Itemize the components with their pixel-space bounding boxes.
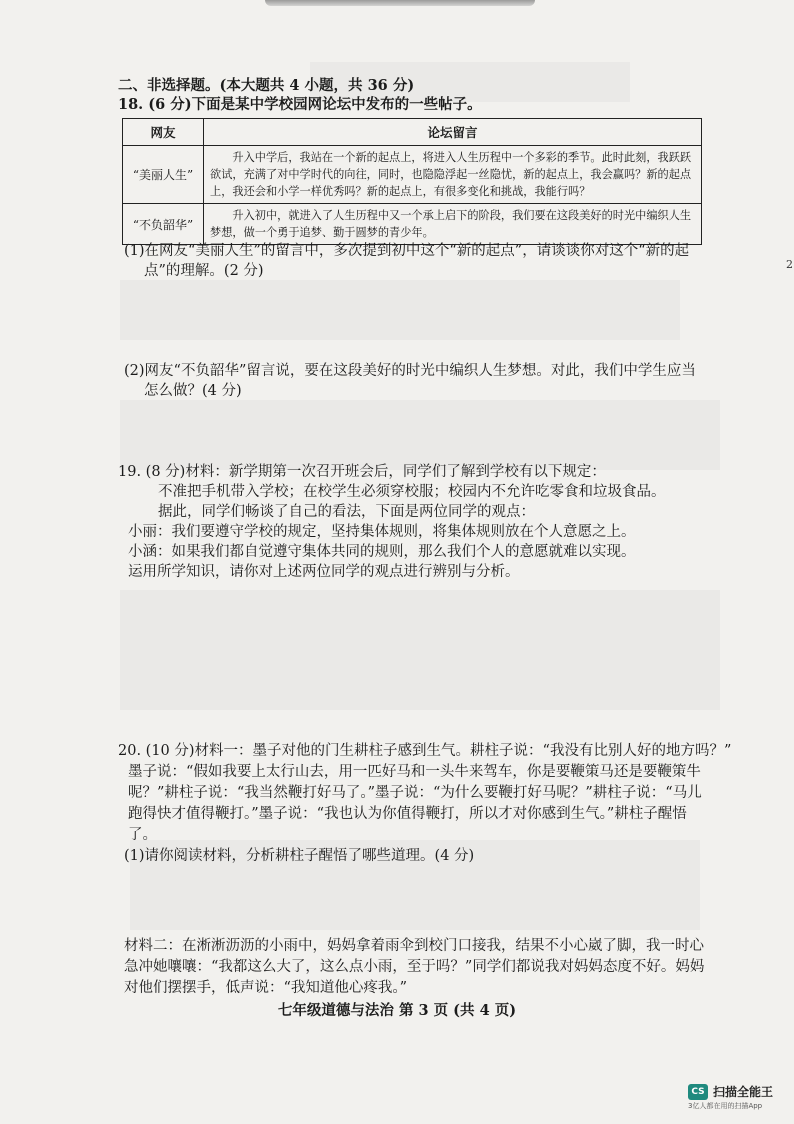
q19-line3: 据此，同学们畅谈了自己的看法，下面是两位同学的观点： (158, 504, 535, 520)
q20-material2-line3: 对他们摆摆手，低声说：“我知道他心疼我。” (124, 980, 408, 996)
q18-sub2-line2: 怎么做？(4 分) (144, 383, 242, 399)
q20-line5: 了。 (128, 827, 157, 843)
camscanner-icon: CS (688, 1084, 708, 1100)
q19-line4: 小丽：我们要遵守学校的规定，坚持集体规则，将集体规则放在个人意愿之上。 (128, 524, 636, 540)
forum-message: 升入中学后，我站在一个新的起点上，将进入人生历程中一个多彩的季节。此时此刻，我跃跃欲试，充满了对中学时代的向往，同时，也隐隐浮起一丝隐忧，新的起点上，我会赢吗？新的起点上，我还会和小学一样优秀吗？新的起点上，有很多变化和挑战，我能行吗？ (204, 146, 702, 204)
header-user: 网友 (123, 119, 204, 146)
table-row (123, 146, 702, 204)
page-footer: 七年级道德与法治 第 3 页 (共 4 页) (277, 1002, 517, 1019)
q20-sub1: (1)请你阅读材料，分析耕柱子醒悟了哪些道理。(4 分) (124, 848, 475, 864)
scanner-tagline: 3亿人都在用的扫描App (688, 1102, 763, 1110)
q19-line2: 不准把手机带入学校；在校学生必须穿校服；校园内不允许吃零食和垃圾食品。 (158, 484, 666, 500)
bleed-through-area (120, 590, 720, 710)
bleed-through-area (120, 280, 680, 340)
q19-line1: 19. (8 分)材料：新学期第一次召开班会后，同学们了解到学校有以下规定： (118, 464, 606, 480)
forum-table (122, 118, 702, 245)
q20-line4: 跑得快才值得鞭打。”墨子说：“我也认为你值得鞭打，所以才对你感到生气。”耕柱子醒悟 (128, 806, 687, 822)
table-row (123, 204, 702, 245)
q18-sub1-line2: 点”的理解。(2 分) (144, 263, 264, 279)
forum-message: 升入初中，就进入了人生历程中又一个承上启下的阶段，我们要在这段美好的时光中编织人生梦想，做一个勇于追梦、勤于圆梦的青少年。 (204, 204, 702, 245)
q20-material2-line2: 急冲她嚷嚷：“我都这么大了，这么点小雨，至于吗？”同学们都说我对妈妈态度不好。妈妈 (124, 959, 705, 975)
scanner-watermark (688, 1083, 773, 1100)
q18-sub1-line1: (1)在网友“美丽人生”的留言中，多次提到初中这个“新的起点”，请谈谈你对这个“新的起 (124, 243, 690, 259)
q20-line2: 墨子说：“假如我要上太行山去，用一匹好马和一头牛来驾车，你是要鞭策马还是要鞭策牛 (128, 764, 701, 780)
header-message: 论坛留言 (204, 119, 702, 146)
section-title: 二、非选择题。(本大题共 4 小题，共 36 分) (118, 77, 415, 94)
forum-table-header (123, 119, 702, 146)
question-18-stem: 18. (6 分)下面是某中学校园网论坛中发布的一些帖子。 (118, 96, 482, 113)
q19-line5: 小涵：如果我们都自觉遵守集体共同的规则，那么我们个人的意愿就难以实现。 (128, 544, 636, 560)
bleed-through-area (120, 400, 720, 470)
q20-line1: 20. (10 分)材料一：墨子对他的门生耕柱子感到生气。耕柱子说：“我没有比别人好的地方吗？” (118, 743, 732, 759)
q20-line3: 呢？”耕柱子说：“我当然鞭打好马了。”墨子说：“为什么要鞭打好马呢？”耕柱子说：“马儿 (128, 785, 702, 801)
scanner-name: 扫描全能王 (713, 1085, 774, 1099)
forum-user: “美丽人生” (123, 146, 204, 204)
q18-sub2-line1: (2)网友“不负韶华”留言说，要在这段美好的时光中编织人生梦想。对此，我们中学生应当 (124, 363, 696, 379)
q19-line6: 运用所学知识，请你对上述两位同学的观点进行辨别与分析。 (128, 564, 520, 580)
margin-mark: 2 (786, 258, 793, 271)
forum-user: “不负韶华” (123, 204, 204, 245)
q20-material2-line1: 材料二：在淅淅沥沥的小雨中，妈妈拿着雨伞到校门口接我，结果不小心崴了脚，我一时心 (124, 938, 704, 954)
